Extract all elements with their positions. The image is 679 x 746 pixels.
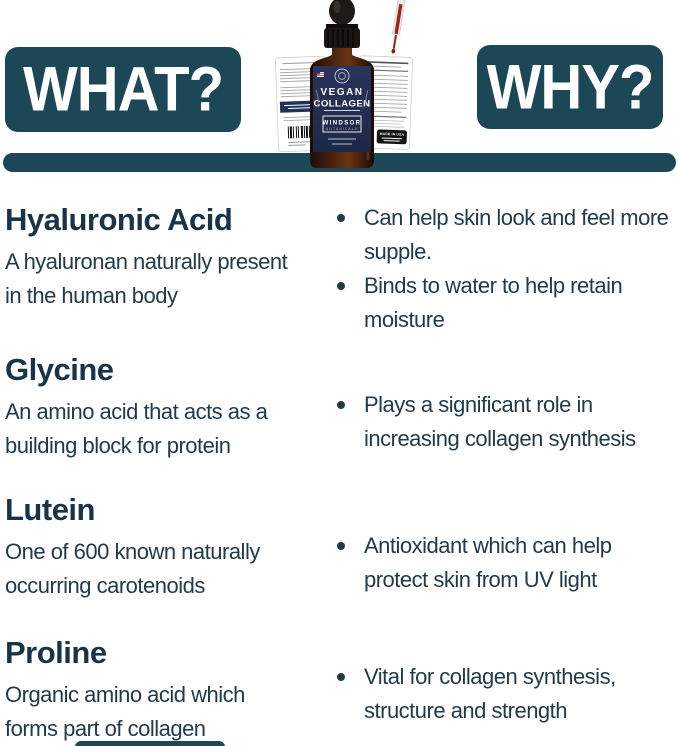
label-collagen-text: COLLAGEN (313, 98, 371, 110)
ingredient-description: Organic amino acid which forms part of collagen (5, 682, 245, 741)
label-vegan-text: VEGAN (320, 87, 364, 98)
benefits-glycine (333, 388, 679, 456)
bullet-icon (337, 542, 345, 550)
benefit-item (333, 388, 679, 456)
benefit-item (333, 660, 679, 728)
bullet-icon (337, 401, 345, 409)
ingredient-heading: Glycine (5, 352, 114, 387)
benefit-item (333, 201, 679, 269)
benefits-lutein (333, 529, 679, 597)
vegan-collagen-bottle-icon (262, 0, 422, 176)
product-bottle-image (262, 0, 422, 176)
ingredient-description: A hyaluronan naturally present in the human body (5, 249, 288, 308)
benefit-item (333, 529, 679, 597)
dropper-cap-icon (324, 0, 360, 48)
bottom-partial-divider (75, 741, 225, 746)
label-botanicals-text: BOTANICALS (325, 127, 359, 131)
section-glycine (5, 352, 305, 463)
why-banner (477, 45, 663, 129)
pipette-icon (390, 0, 407, 54)
ingredient-heading: Proline (5, 635, 107, 670)
front-label (313, 66, 371, 152)
what-banner-label: WHAT? (22, 54, 224, 125)
label-windsor-text: WINDSOR (322, 120, 362, 127)
ingredient-description: One of 600 known naturally occurring carotenoids (5, 539, 260, 598)
section-proline (5, 635, 305, 746)
section-lutein (5, 492, 305, 603)
ingredient-heading: Lutein (5, 492, 95, 527)
benefit-text: Can help skin look and feel more supple. (364, 205, 669, 264)
benefit-text: Antioxidant which can help protect skin from UV light (364, 533, 612, 592)
made-in-usa-badge (377, 129, 407, 144)
why-banner-label: WHY? (486, 51, 654, 123)
svg-text:MADE IN USA: MADE IN USA (379, 131, 405, 137)
what-banner (5, 47, 241, 132)
benefit-text: Vital for collagen synthesis, structure and strength (364, 664, 616, 723)
bullet-icon (337, 214, 345, 222)
benefits-proline (333, 660, 679, 728)
benefit-text: Plays a significant role in increasing collagen synthesis (364, 392, 636, 451)
section-hyaluronic-acid (5, 202, 305, 313)
ingredient-heading: Hyaluronic Acid (5, 202, 233, 237)
bullet-icon (337, 282, 345, 290)
ingredient-description: An amino acid that acts as a building block for protein (5, 399, 268, 458)
benefit-text: Binds to water to help retain moisture (364, 273, 623, 332)
label-flag-icon (317, 72, 324, 77)
benefits-hyaluronic-acid (333, 201, 679, 337)
bullet-icon (337, 673, 345, 681)
benefit-item (333, 269, 679, 337)
